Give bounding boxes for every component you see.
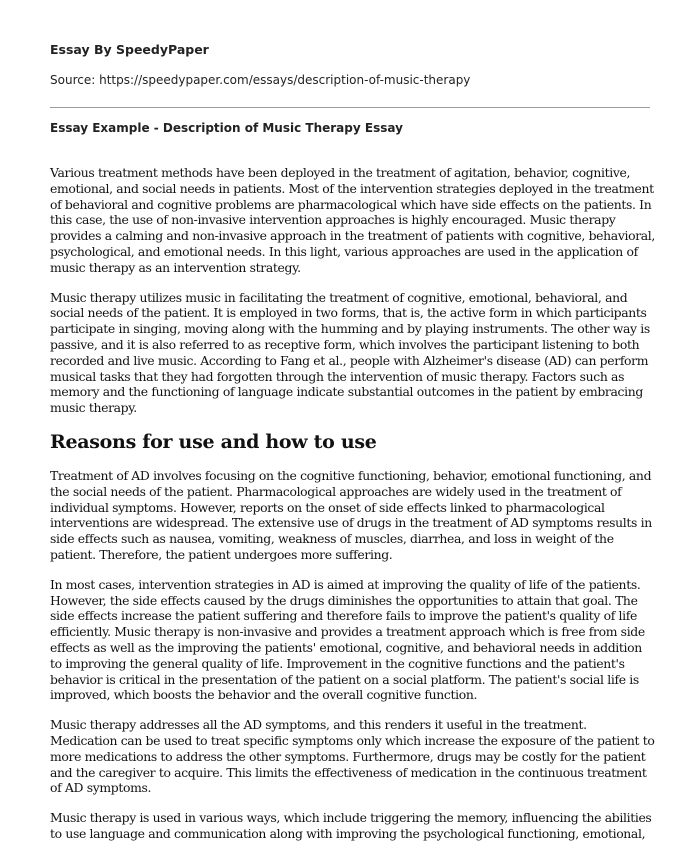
- source-url: https://speedypaper.com/essays/description-of-music-therapy: [99, 73, 471, 87]
- section-heading: Reasons for use and how to use: [50, 430, 377, 453]
- source-line: [50, 73, 470, 87]
- header-divider: [50, 107, 650, 108]
- intro-paragraph-1: Various treatment methods have been deployed in the treatment of agitation, behavior, cognitive, emotional, and social needs in patients. Most of the intervention strategies deployed in the treatment of behavioral and cognitive problems are pharmacological which have side effects on the patients. In this case, the use of non-invasive intervention approaches is highly encouraged. Music therapy provides a calming and non-invasive approach in the treatment of patients with cognitive, behavioral, psychological, and emotional needs. In this light, various approaches are used in the application of music therapy as an intervention strategy.: [50, 165, 656, 275]
- document-header-title: Essay By SpeedyPaper: [50, 42, 209, 57]
- essay-body: [50, 165, 655, 850]
- section-paragraph-1: Treatment of AD involves focusing on the cognitive functioning, behavior, emotional functioning, and the social needs of the patient. Pharmacological approaches are widely used in the treatment of individual symptoms. However, reports on the onset of side effects linked to pharmacological interventions are widespread. The extensive use of drugs in the treatment of AD symptoms results in side effects such as nausea, vomiting, weakness of muscles, diarrhea, and loss in weight of the patient. Therefore, the patient undergoes more suffering.: [50, 467, 652, 562]
- intro-paragraph-2: Music therapy utilizes music in facilitating the treatment of cognitive, emotional, behavioral, and social needs of the patient. It is employed in two forms, that is, the active form in which participants participate in singing, moving along with the humming and by playing instruments. The other way is passive, and it is also referred to as receptive form, which involves the participant listening to both recorded and live music. According to Fang et al., people with Alzheimer's disease (AD) can perform musical tasks that they had forgotten through the intervention of music therapy. Factors such as memory and the functioning of language indicate substantial outcomes in the patient by embracing music therapy.: [50, 289, 650, 416]
- source-label: Source:: [50, 73, 96, 87]
- essay-title: Essay Example - Description of Music Therapy Essay: [50, 121, 403, 135]
- section-paragraph-4: Music therapy is used in various ways, which include triggering the memory, influencing the abilities to use language and communication along with improving the psychological functioning, emotional,: [50, 810, 652, 841]
- section-paragraph-2: In most cases, intervention strategies in AD is aimed at improving the quality of life of the patients. However, the side effects caused by the drugs diminishes the opportunities to attain that goal. The side effects increase the patient suffering and therefore fails to improve the patient's quality of life efficiently. Music therapy is non-invasive and provides a treatment approach which is free from side effects as well as the improving the patients' emotional, cognitive, and behavioral needs in addition to improving the general quality of life. Improvement in the cognitive functions and the patient's behavior is critical in the presentation of the patient on a social platform. The patient's social life is improved, which boosts the behavior and the overall cognitive function.: [50, 576, 645, 703]
- section-paragraph-3: Music therapy addresses all the AD symptoms, and this renders it useful in the treatment. Medication can be used to treat specific symptoms only which increase the exposure of the patient to more medications to address the other symptoms. Furthermore, drugs may be costly for the patient and the caregiver to acquire. This limits the effectiveness of medication in the continuous treatment of AD symptoms.: [50, 717, 655, 796]
